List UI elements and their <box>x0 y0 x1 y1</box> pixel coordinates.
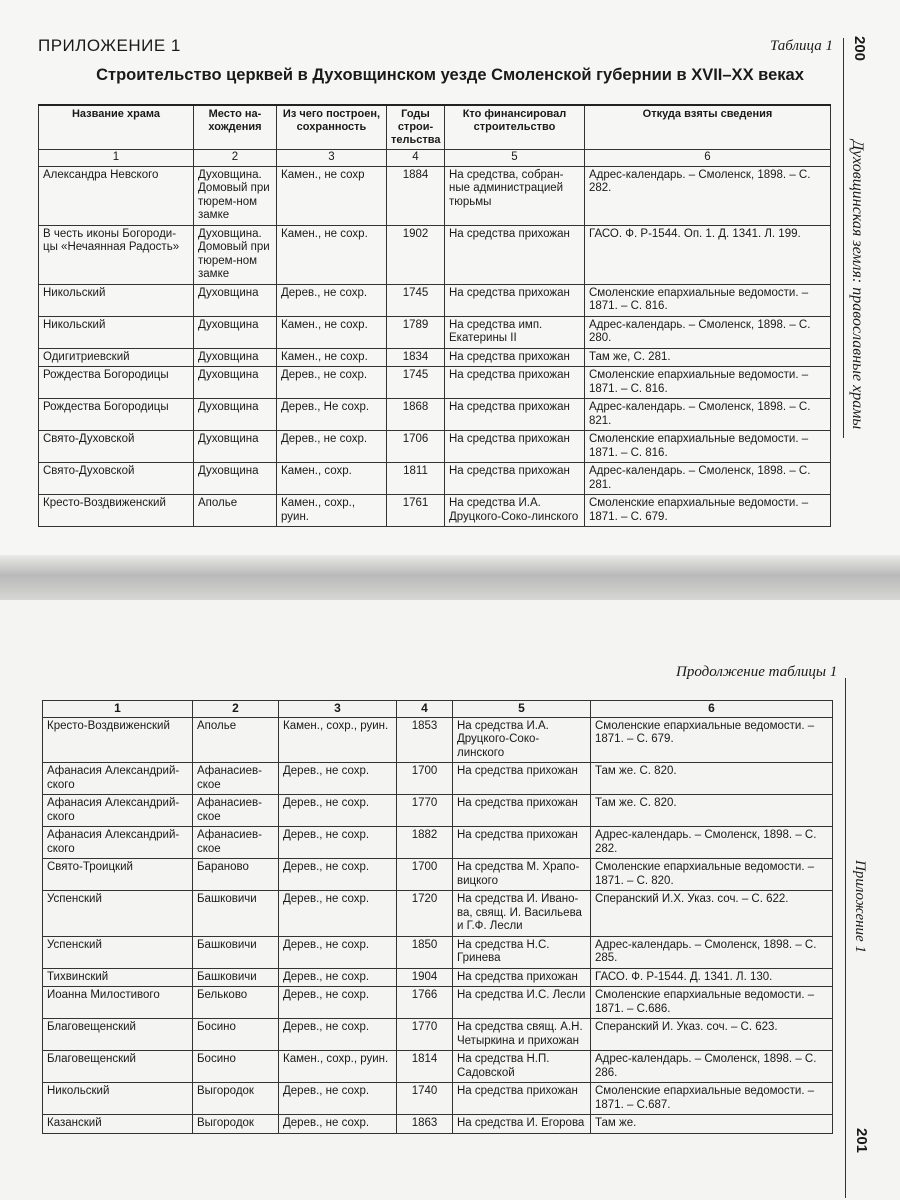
location-cell: Босино <box>193 1019 279 1051</box>
material-state-cell: Дерев., не сохр. <box>279 891 397 937</box>
location-cell: Духовщина <box>194 348 277 367</box>
source-cell: Адрес-календарь. – Смоленск, 1898. – С. 282. <box>591 827 833 859</box>
financed-by-cell: На средства И. Егорова <box>453 1115 591 1134</box>
column-number: 3 <box>277 150 387 167</box>
financed-by-cell: На средства имп. Екатерины II <box>445 316 585 348</box>
material-state-cell: Дерев., не сохр. <box>279 859 397 891</box>
location-cell: Духовщина <box>194 284 277 316</box>
material-state-cell: Дерев., не сохр. <box>279 1083 397 1115</box>
source-cell: Адрес-календарь. – Смоленск, 1898. – С. 821. <box>585 399 831 431</box>
column-header: Из чего построен, сохранность <box>277 105 387 150</box>
column-number: 1 <box>39 150 194 167</box>
source-cell: Адрес-календарь. – Смоленск, 1898. – С. 281. <box>585 463 831 495</box>
church-name-cell: Тихвинский <box>43 968 193 987</box>
material-state-cell: Дерев., не сохр. <box>279 795 397 827</box>
financed-by-cell: На средства Н.С. Гринева <box>453 936 591 968</box>
church-name-cell: Успенский <box>43 936 193 968</box>
column-number: 6 <box>585 150 831 167</box>
financed-by-cell: На средства прихожан <box>453 795 591 827</box>
material-state-cell: Камен., не сохр. <box>277 225 387 284</box>
source-cell: Там же. С. 820. <box>591 763 833 795</box>
location-cell: Башковичи <box>193 936 279 968</box>
source-cell: ГАСО. Ф. Р-1544. Д. 1341. Л. 130. <box>591 968 833 987</box>
financed-by-cell: На средства прихожан <box>445 399 585 431</box>
table-row <box>43 987 833 1019</box>
table-row <box>39 225 831 284</box>
location-cell: Духовщина. Домовый при тюрем-ном замке <box>194 166 277 225</box>
church-name-cell: Кресто-Воздвиженский <box>39 495 194 527</box>
table-row <box>39 316 831 348</box>
table-row <box>43 827 833 859</box>
material-state-cell: Камен., сохр. <box>277 463 387 495</box>
year-built-cell: 1834 <box>387 348 445 367</box>
location-cell: Афанасиев-ское <box>193 795 279 827</box>
year-built-cell: 1904 <box>397 968 453 987</box>
church-name-cell: Благовещенский <box>43 1051 193 1083</box>
material-state-cell: Дерев., Не сохр. <box>277 399 387 431</box>
year-built-cell: 1863 <box>397 1115 453 1134</box>
year-built-cell: 1745 <box>387 367 445 399</box>
table-row <box>43 968 833 987</box>
table-label: Таблица 1 <box>770 38 833 54</box>
location-cell: Духовщина <box>194 399 277 431</box>
year-built-cell: 1811 <box>387 463 445 495</box>
year-built-cell: 1850 <box>397 936 453 968</box>
financed-by-cell: На средства свящ. А.Н. Четыркина и прихожан <box>453 1019 591 1051</box>
location-cell: Афанасиев-ское <box>193 763 279 795</box>
year-built-cell: 1902 <box>387 225 445 284</box>
page-number: 201 <box>853 1128 870 1154</box>
church-name-cell: Иоанна Милостивого <box>43 987 193 1019</box>
financed-by-cell: На средства прихожан <box>453 1083 591 1115</box>
continuation-label: Продолжение таблицы 1 <box>676 664 838 680</box>
page-fold-shadow <box>0 555 900 600</box>
material-state-cell: Дерев., не сохр. <box>279 936 397 968</box>
church-name-cell: Никольский <box>43 1083 193 1115</box>
material-state-cell: Камен., сохр., руин. <box>279 1051 397 1083</box>
table-row <box>43 795 833 827</box>
column-number: 3 <box>279 701 397 718</box>
table-row <box>43 1019 833 1051</box>
source-cell: Смоленские епархиальные ведомости. – 1871. – С. 816. <box>585 431 831 463</box>
material-state-cell: Дерев., не сохр. <box>279 968 397 987</box>
year-built-cell: 1882 <box>397 827 453 859</box>
table-row <box>43 763 833 795</box>
table-row <box>39 166 831 225</box>
church-name-cell: Свято-Духовской <box>39 463 194 495</box>
column-number: 2 <box>193 701 279 718</box>
church-name-cell: Рождества Богородицы <box>39 399 194 431</box>
financed-by-cell: На средства прихожан <box>453 763 591 795</box>
churches-table-continued <box>42 700 833 1134</box>
location-cell: Аполье <box>193 717 279 763</box>
church-name-cell: Александра Невского <box>39 166 194 225</box>
material-state-cell: Камен., не сохр. <box>277 348 387 367</box>
location-cell: Выгородок <box>193 1083 279 1115</box>
column-number: 6 <box>591 701 833 718</box>
material-state-cell: Дерев., не сохр. <box>277 284 387 316</box>
table-row <box>39 284 831 316</box>
source-cell: Смоленские епархиальные ведомости. – 1871. – С. 816. <box>585 367 831 399</box>
church-name-cell: Благовещенский <box>43 1019 193 1051</box>
location-cell: Босино <box>193 1051 279 1083</box>
year-built-cell: 1700 <box>397 763 453 795</box>
location-cell: Бельково <box>193 987 279 1019</box>
column-number: 2 <box>194 150 277 167</box>
location-cell: Духовщина. Домовый при тюрем-ном замке <box>194 225 277 284</box>
column-number-row <box>43 701 833 718</box>
financed-by-cell: На средства прихожан <box>453 968 591 987</box>
financed-by-cell: На средства Н.П. Садовской <box>453 1051 591 1083</box>
year-built-cell: 1766 <box>397 987 453 1019</box>
source-cell: Смоленские епархиальные ведомости. – 1871. – С. 820. <box>591 859 833 891</box>
location-cell: Выгородок <box>193 1115 279 1134</box>
margin-rule <box>843 38 844 438</box>
material-state-cell: Дерев., не сохр. <box>279 1115 397 1134</box>
table-row <box>43 859 833 891</box>
column-header: Название храма <box>39 105 194 150</box>
churches-table <box>38 104 831 527</box>
year-built-cell: 1814 <box>397 1051 453 1083</box>
year-built-cell: 1761 <box>387 495 445 527</box>
source-cell: Сперанский И.Х. Указ. соч. – С. 622. <box>591 891 833 937</box>
column-header: Годы строи-тельства <box>387 105 445 150</box>
table-row <box>43 891 833 937</box>
location-cell: Башковичи <box>193 891 279 937</box>
table-header-row <box>39 105 831 150</box>
source-cell: Там же. С. 820. <box>591 795 833 827</box>
column-number: 4 <box>397 701 453 718</box>
financed-by-cell: На средства прихожан <box>445 463 585 495</box>
running-title: Духовщинская земля: православные храмы <box>849 140 866 430</box>
table-row <box>43 1115 833 1134</box>
church-name-cell: Свято-Духовской <box>39 431 194 463</box>
church-name-cell: Афанасия Александрий-ского <box>43 795 193 827</box>
financed-by-cell: На средства И.А. Друцкого-Соко-линского <box>445 495 585 527</box>
source-cell: Смоленские епархиальные ведомости. – 1871. – С.686. <box>591 987 833 1019</box>
location-cell: Духовщина <box>194 431 277 463</box>
table-row <box>39 367 831 399</box>
year-built-cell: 1789 <box>387 316 445 348</box>
year-built-cell: 1740 <box>397 1083 453 1115</box>
material-state-cell: Дерев., не сохр. <box>279 763 397 795</box>
location-cell: Духовщина <box>194 367 277 399</box>
table-row <box>39 348 831 367</box>
financed-by-cell: На средства прихожан <box>445 284 585 316</box>
table-row <box>39 463 831 495</box>
location-cell: Афанасиев-ское <box>193 827 279 859</box>
material-state-cell: Камен., сохр., руин. <box>277 495 387 527</box>
margin-rule <box>845 678 846 1198</box>
church-name-cell: Казанский <box>43 1115 193 1134</box>
financed-by-cell: На средства прихожан <box>445 225 585 284</box>
source-cell: Там же. <box>591 1115 833 1134</box>
material-state-cell: Дерев., не сохр. <box>279 827 397 859</box>
year-built-cell: 1853 <box>397 717 453 763</box>
table-row <box>43 1083 833 1115</box>
church-name-cell: В честь иконы Богороди-цы «Нечаянная Радость» <box>39 225 194 284</box>
page-201 <box>0 600 900 1200</box>
church-name-cell: Одигитриевский <box>39 348 194 367</box>
table-row <box>43 1051 833 1083</box>
financed-by-cell: На средства прихожан <box>445 431 585 463</box>
column-header: Откуда взяты сведения <box>585 105 831 150</box>
year-built-cell: 1770 <box>397 795 453 827</box>
material-state-cell: Дерев., не сохр. <box>277 367 387 399</box>
source-cell: ГАСО. Ф. Р-1544. Оп. 1. Д. 1341. Л. 199. <box>585 225 831 284</box>
column-number-row <box>39 150 831 167</box>
year-built-cell: 1884 <box>387 166 445 225</box>
material-state-cell: Камен., сохр., руин. <box>279 717 397 763</box>
column-number: 1 <box>43 701 193 718</box>
source-cell: Сперанский И. Указ. соч. – С. 623. <box>591 1019 833 1051</box>
church-name-cell: Свято-Троицкий <box>43 859 193 891</box>
financed-by-cell: На средства М. Храпо-вицкого <box>453 859 591 891</box>
source-cell: Адрес-календарь. – Смоленск, 1898. – С. 286. <box>591 1051 833 1083</box>
financed-by-cell: На средства И. Ивано-ва, свящ. И. Васильева и Г.Ф. Лесли <box>453 891 591 937</box>
financed-by-cell: На средства прихожан <box>445 348 585 367</box>
source-cell: Смоленские епархиальные ведомости. – 1871. – С.687. <box>591 1083 833 1115</box>
page-200 <box>0 0 900 555</box>
source-cell: Адрес-календарь. – Смоленск, 1898. – С. 285. <box>591 936 833 968</box>
year-built-cell: 1720 <box>397 891 453 937</box>
financed-by-cell: На средства, собран-ные администрацией тюрьмы <box>445 166 585 225</box>
year-built-cell: 1770 <box>397 1019 453 1051</box>
page-title: Строительство церквей в Духовщинском уезде Смоленской губернии в XVII–XX веках <box>96 66 804 84</box>
year-built-cell: 1706 <box>387 431 445 463</box>
church-name-cell: Кресто-Воздвиженский <box>43 717 193 763</box>
page-number: 200 <box>851 36 868 62</box>
material-state-cell: Дерев., не сохр. <box>277 431 387 463</box>
column-header: Место на-хождения <box>194 105 277 150</box>
church-name-cell: Успенский <box>43 891 193 937</box>
financed-by-cell: На средства И.А. Друцкого-Соко-линского <box>453 717 591 763</box>
material-state-cell: Камен., не сохр <box>277 166 387 225</box>
column-number: 4 <box>387 150 445 167</box>
location-cell: Духовщина <box>194 316 277 348</box>
financed-by-cell: На средства И.С. Лесли <box>453 987 591 1019</box>
source-cell: Смоленские епархиальные ведомости. – 1871. – С. 679. <box>585 495 831 527</box>
column-number: 5 <box>445 150 585 167</box>
material-state-cell: Камен., не сохр. <box>277 316 387 348</box>
church-name-cell: Рождества Богородицы <box>39 367 194 399</box>
material-state-cell: Дерев., не сохр. <box>279 1019 397 1051</box>
location-cell: Бараново <box>193 859 279 891</box>
column-header: Кто финансировал строительство <box>445 105 585 150</box>
table-row <box>39 431 831 463</box>
material-state-cell: Дерев., не сохр. <box>279 987 397 1019</box>
church-name-cell: Никольский <box>39 316 194 348</box>
running-title: Приложение 1 <box>852 860 868 953</box>
church-name-cell: Никольский <box>39 284 194 316</box>
year-built-cell: 1745 <box>387 284 445 316</box>
location-cell: Башковичи <box>193 968 279 987</box>
source-cell: Смоленские епархиальные ведомости. – 1871. – С. 679. <box>591 717 833 763</box>
table-row <box>43 936 833 968</box>
column-number: 5 <box>453 701 591 718</box>
table-row <box>39 399 831 431</box>
source-cell: Смоленские епархиальные ведомости. – 1871. – С. 816. <box>585 284 831 316</box>
year-built-cell: 1868 <box>387 399 445 431</box>
table-row <box>43 717 833 763</box>
financed-by-cell: На средства прихожан <box>445 367 585 399</box>
year-built-cell: 1700 <box>397 859 453 891</box>
appendix-label: ПРИЛОЖЕНИЕ 1 <box>38 36 181 55</box>
source-cell: Там же, С. 281. <box>585 348 831 367</box>
source-cell: Адрес-календарь. – Смоленск, 1898. – С. 280. <box>585 316 831 348</box>
source-cell: Адрес-календарь. – Смоленск, 1898. – С. 282. <box>585 166 831 225</box>
table-row <box>39 495 831 527</box>
church-name-cell: Афанасия Александрий-ского <box>43 827 193 859</box>
financed-by-cell: На средства прихожан <box>453 827 591 859</box>
location-cell: Аполье <box>194 495 277 527</box>
location-cell: Духовщина <box>194 463 277 495</box>
church-name-cell: Афанасия Александрий-ского <box>43 763 193 795</box>
